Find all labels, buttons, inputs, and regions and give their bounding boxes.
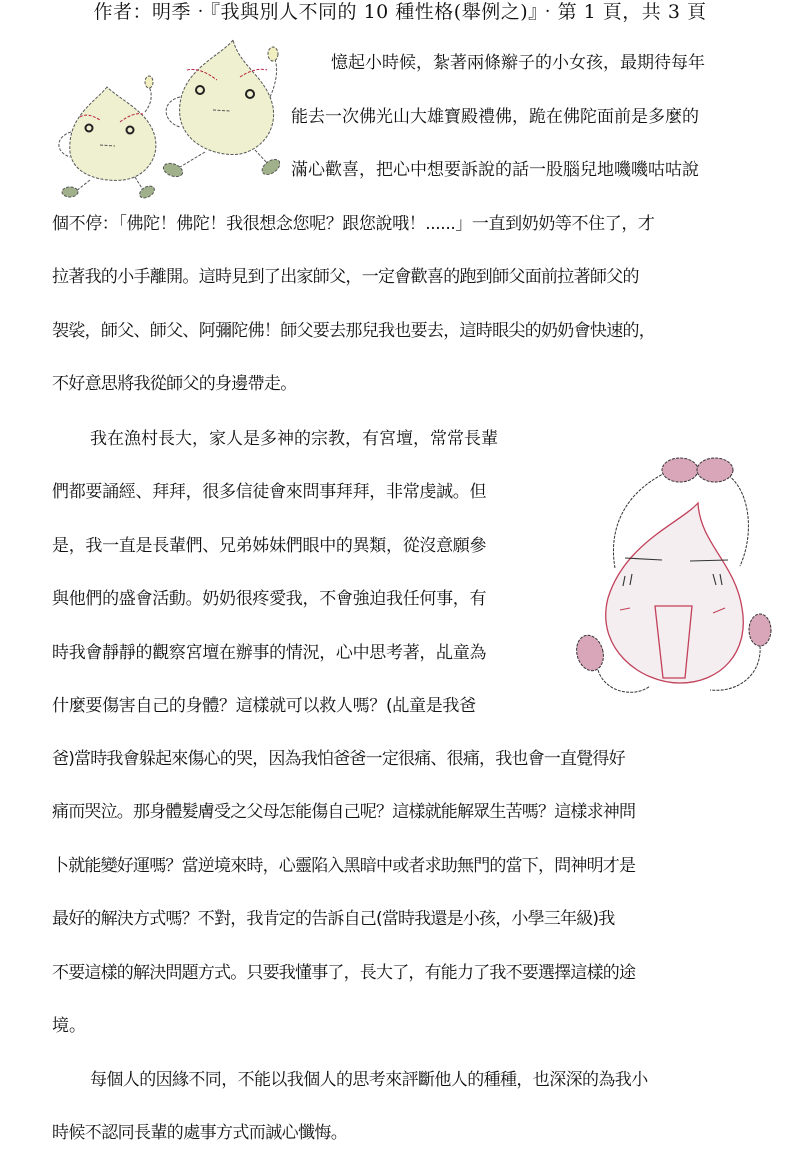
small-droplet-character	[59, 76, 157, 200]
text-line: 卜就能變好運嗎？當逆境來時，心靈陷入黑暗中或者求助無門的當下，問神明才是	[52, 856, 636, 876]
text-line: 境。	[52, 1016, 86, 1036]
text-line: 時我會靜靜的觀察宮壇在辦事的情況，心中思考著，乩童為	[52, 643, 487, 663]
page-header: 作者：明季‧『我與別人不同的 10 種性格(舉例之)』‧第 1 頁，共 3 頁	[93, 1, 707, 23]
text-line: 拉著我的小手離開。這時見到了出家師父，一定會歡喜的跑到師父面前拉著師父的	[52, 267, 639, 287]
text-line: 與他們的盛會活動。奶奶很疼愛我，不會強迫我任何事，有	[52, 589, 487, 609]
text-line: 最好的解決方式嗎？不對，我肯定的告訴自己(當時我還是小孩，小學三年級)我	[52, 909, 615, 929]
droplet-characters-illustration	[45, 32, 280, 207]
text-line: 痛而哭泣。那身體髮膚受之父母怎能傷自己呢？這樣就能解眾生苦嗎？這樣求神問	[52, 802, 636, 822]
text-line: 不要這樣的解決問題方式。只要我懂事了，長大了，有能力了我不要選擇這樣的途	[52, 963, 636, 983]
text-line: 個不停：「佛陀！佛陀！我很想念您呢？跟您說哦！......」一直到奶奶等不住了，才	[52, 214, 655, 234]
text-line: 什麼要傷害自己的身體？這樣就可以救人嗎？(乩童是我爸	[52, 696, 476, 716]
text-line: 我在漁村長大，家人是多神的宗教，有宮壇，常常長輩	[90, 429, 498, 449]
crying-droplet-illustration	[570, 448, 780, 700]
text-line: 能去一次佛光山大雄寶殿禮佛，跪在佛陀面前是多麼的	[291, 107, 699, 127]
text-line: 是，我一直是長輩們、兄弟姊妹們眼中的異類，從沒意願參	[52, 536, 487, 556]
text-line: 每個人的因緣不同，不能以我個人的思考來評斷他人的種種，也深深的為我小	[90, 1070, 648, 1090]
text-line: 袈裟，師父、師父、阿彌陀佛！師父要去那兒我也要去，這時眼尖的奶奶會快速的，	[52, 321, 656, 341]
large-droplet-character	[162, 40, 280, 179]
text-line: 爸)當時我會躲起來傷心的哭，因為我怕爸爸一定很痛、很痛，我也會一直覺得好	[52, 749, 625, 769]
text-line: 滿心歡喜，把心中想要訴說的話一股腦兒地嘰嘰咕咕說	[291, 160, 699, 180]
text-line: 們都要誦經、拜拜，很多信徒會來問事拜拜，非常虔誠。但	[52, 482, 487, 502]
text-line: 憶起小時候，紮著兩條辮子的小女孩，最期待每年	[331, 53, 705, 73]
text-line: 時候不認同長輩的處事方式而誠心懺悔。	[52, 1123, 348, 1143]
droplet-body	[606, 503, 744, 683]
text-line: 不好意思將我從師父的身邊帶走。	[52, 374, 297, 394]
